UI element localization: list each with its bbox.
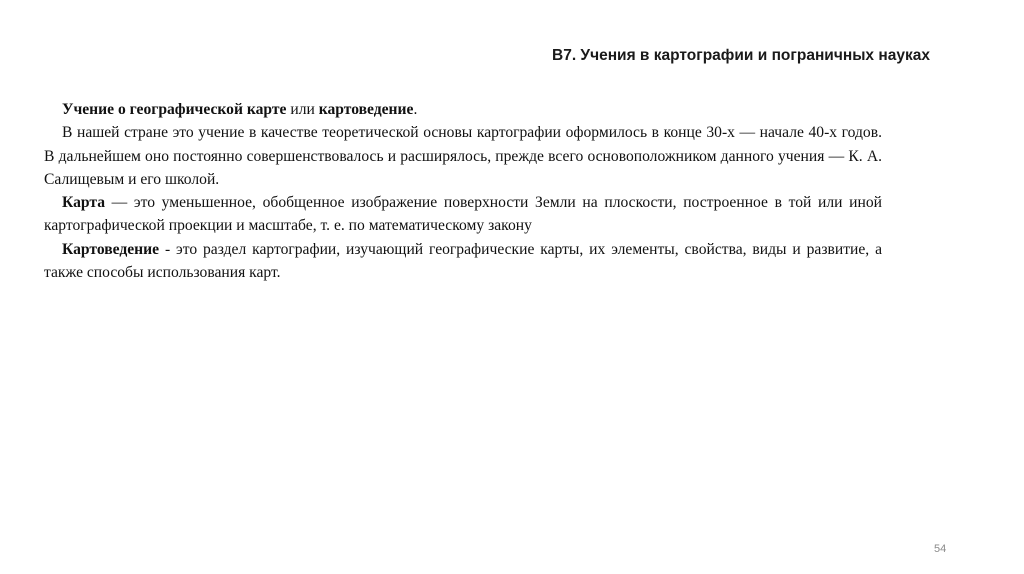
slide-body — [44, 98, 882, 284]
connector-text: или — [286, 101, 319, 118]
paragraph-map-definition — [44, 191, 882, 238]
slide-title: B7. Учения в картографии и пограничных науках — [552, 47, 930, 64]
definition-kartovedenie: - это раздел картографии, изучающий географические карты, их элементы, свойства, виды и развитие, а также способы использования карт. — [44, 240, 882, 282]
page-number: 54 — [934, 543, 947, 555]
period: . — [413, 101, 418, 118]
definition-karta: — это уменьшенное, обобщенное изображение поверхности Земли на плоскости, построенное в той или иной картографической проекции и масштабе, т. е. по математическому закону — [44, 194, 882, 235]
paragraph-intro — [44, 98, 882, 121]
term-kartovedenie: картоведение — [318, 101, 414, 118]
paragraph-history: В нашей стране это учение в качестве теоретической основы картографии оформилось в конце 30-х — начале 40-х годов. В дальнейшем оно постоянно совершенствовалось и расширялось, прежде всего основоположником данного учения — К. А. Салищевым и его школой. — [44, 124, 882, 188]
term-map-theory: Учение о географической карте — [62, 101, 287, 118]
term-kartovedenie-definition: Картоведение — [62, 240, 160, 258]
paragraph-kartovedenie-definition — [44, 238, 882, 285]
term-karta: Карта — [62, 194, 106, 212]
